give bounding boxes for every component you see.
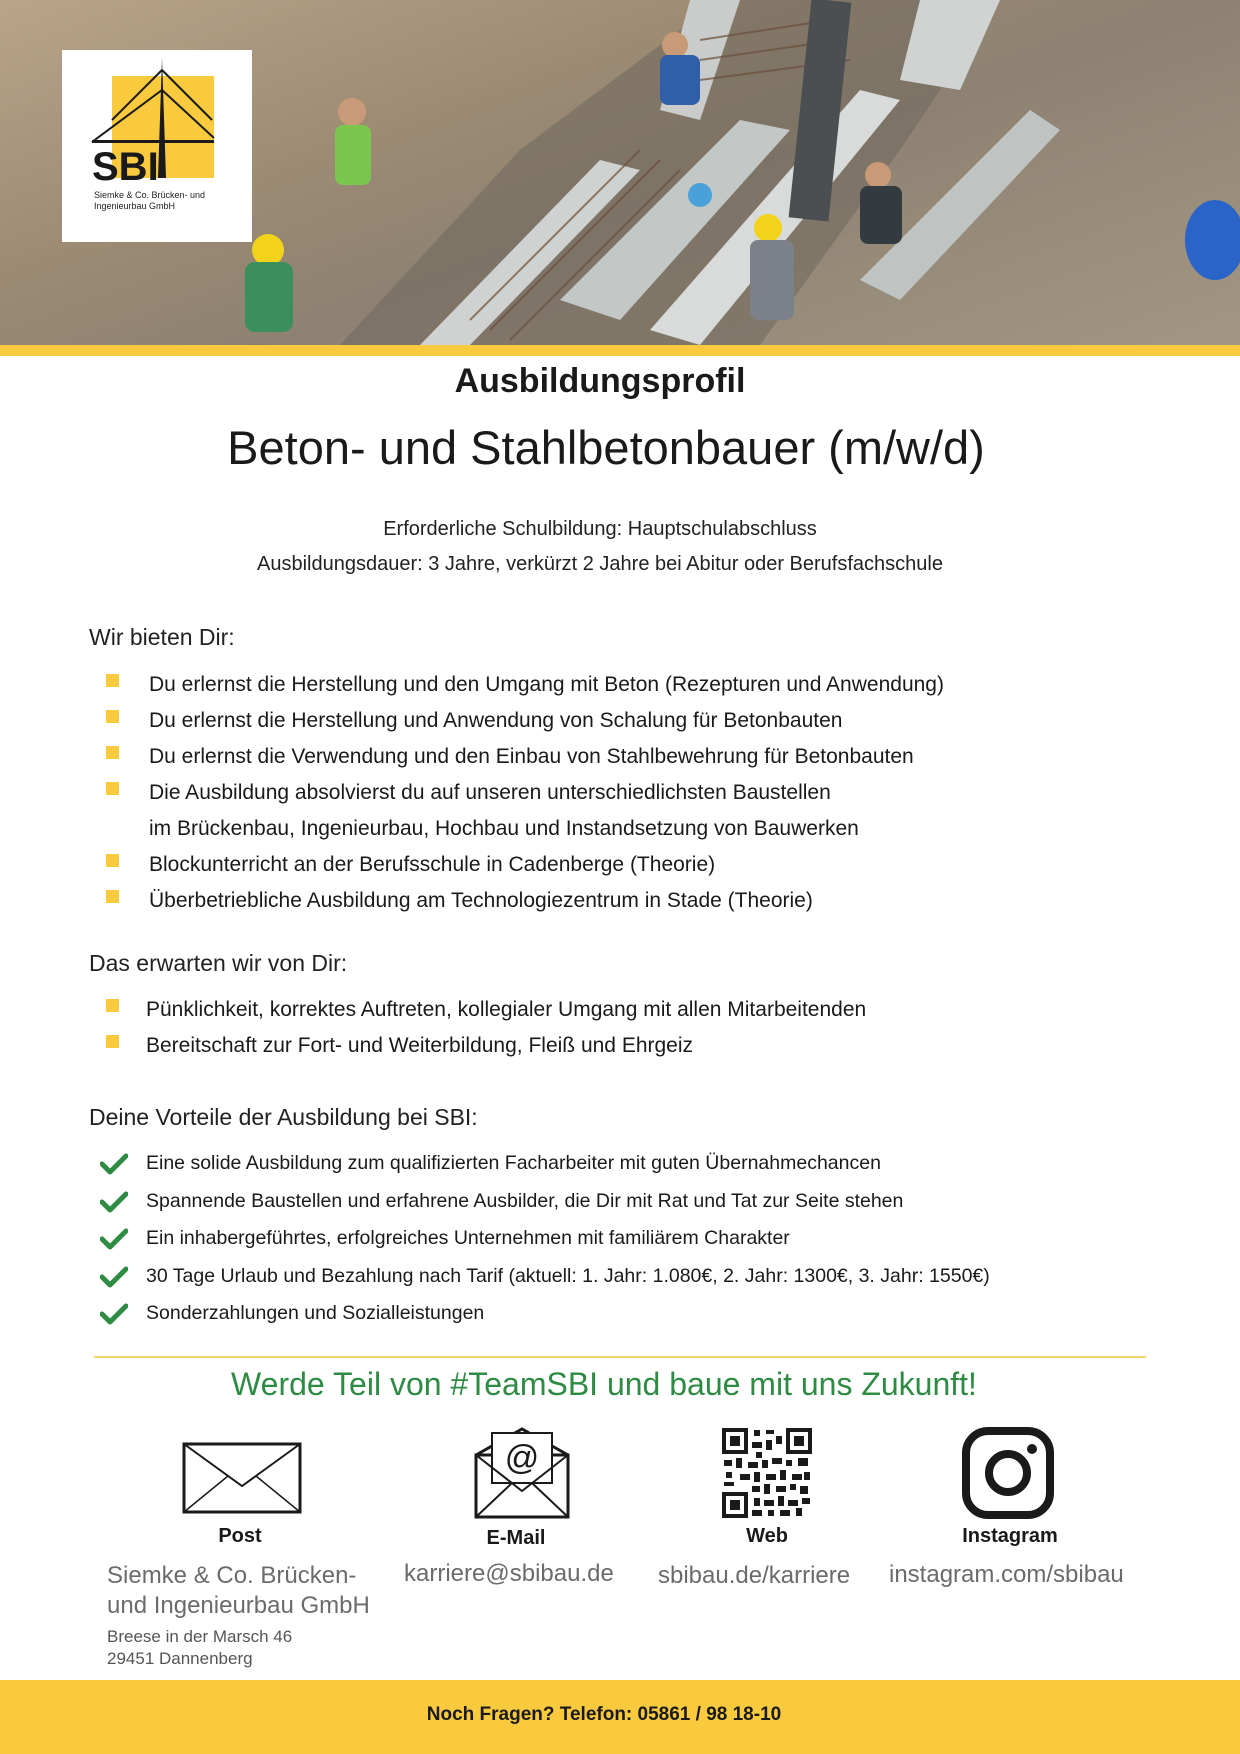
page-eyebrow: Ausbildungsprofil <box>454 362 746 400</box>
post-street-city: Breese in der Marsch 46 29451 Dannenberg <box>107 1627 293 1668</box>
training-facts <box>0 512 1200 582</box>
envelope-icon <box>182 1442 302 1514</box>
email-at-icon[interactable] <box>472 1425 572 1521</box>
checkmark-icon <box>100 1227 128 1251</box>
bullet-square-icon <box>106 999 119 1012</box>
bullet-square-icon <box>106 710 119 723</box>
list-item: Du erlernst die Herstellung und den Umgang mit Beton (Rezepturen und Anwendung) <box>100 667 944 703</box>
list-item: Bereitschaft zur Fort- und Weiterbildung, Fleiß und Ehrgeiz <box>100 1028 866 1064</box>
call-to-action: Werde Teil von #TeamSBI und baue mit uns Zukunft! <box>231 1366 977 1402</box>
checkmark-icon <box>100 1190 128 1214</box>
list-item: 30 Tage Urlaub und Bezahlung nach Tarif (aktuell: 1. Jahr: 1.080€, 2. Jahr: 1300€, 3. Jahr: 1550€) <box>100 1258 990 1296</box>
checkmark-icon <box>100 1152 128 1176</box>
benefits-heading: Deine Vorteile der Ausbildung bei SBI: <box>89 1104 478 1130</box>
expect-list <box>100 992 866 1064</box>
web-label: Web <box>746 1525 788 1547</box>
footer-phone[interactable]: Noch Fragen? Telefon: 05861 / 98 18-10 <box>426 1704 782 1725</box>
email-label: E-Mail <box>486 1527 546 1549</box>
bullet-square-icon <box>106 782 119 795</box>
bullet-square-icon <box>106 746 119 759</box>
post-address: Siemke & Co. Brücken- und Ingenieurbau GmbH <box>107 1562 370 1619</box>
bullet-square-icon <box>106 674 119 687</box>
offers-list <box>100 667 944 919</box>
page-title: Beton- und Stahlbetonbauer (m/w/d) <box>227 421 985 474</box>
expect-heading: Das erwarten wir von Dir: <box>89 950 348 976</box>
logo-subtitle: Siemke & Co. Brücken- und Ingenieurbau GmbH <box>94 190 206 211</box>
list-item: Die Ausbildung absolvierst du auf unseren unterschiedlichsten Baustellen im Brückenbau, Ingenieurbau, Hochbau und Instandsetzung von Bauwerken <box>100 775 944 847</box>
list-item: Eine solide Ausbildung zum qualifizierten Facharbeiter mit guten Übernahmechancen <box>100 1145 990 1183</box>
svg-text:SBI: SBI <box>92 145 159 189</box>
list-item: Du erlernst die Verwendung und den Einbau von Stahlbewehrung für Betonbauten <box>100 739 944 775</box>
training-duration: Ausbildungsdauer: 3 Jahre, verkürzt 2 Jahre bei Abitur oder Berufsfachschule <box>257 553 943 575</box>
post-label: Post <box>218 1525 262 1547</box>
svg-text:@: @ <box>504 1439 540 1477</box>
benefits-list <box>100 1145 990 1333</box>
list-item: Spannende Baustellen und erfahrene Ausbilder, die Dir mit Rat und Tat zur Seite stehen <box>100 1183 990 1221</box>
list-item: Blockunterricht an der Berufsschule in Cadenberge (Theorie) <box>100 847 944 883</box>
list-item: Du erlernst die Herstellung und Anwendung von Schalung für Betonbauten <box>100 703 944 739</box>
web-url[interactable]: sbibau.de/karriere <box>658 1562 851 1589</box>
company-logo <box>62 50 252 242</box>
list-item: Ein inhabergeführtes, erfolgreiches Unternehmen mit familiärem Charakter <box>100 1220 990 1258</box>
bullet-square-icon <box>106 854 119 867</box>
checkmark-icon <box>100 1265 128 1289</box>
list-item: Überbetriebliche Ausbildung am Technologiezentrum in Stade (Theorie) <box>100 883 944 919</box>
offers-heading: Wir bieten Dir: <box>89 624 235 650</box>
hero-yellow-band <box>0 345 1240 356</box>
bullet-square-icon <box>106 1035 119 1048</box>
bullet-square-icon <box>106 890 119 903</box>
instagram-icon[interactable] <box>962 1427 1054 1519</box>
instagram-label: Instagram <box>962 1525 1058 1547</box>
list-item: Pünklichkeit, korrektes Auftreten, kollegialer Umgang mit allen Mitarbeitenden <box>100 992 866 1028</box>
school-requirement: Erforderliche Schulbildung: Hauptschulabschluss <box>383 518 817 540</box>
list-item: Sonderzahlungen und Sozialleistungen <box>100 1295 990 1333</box>
checkmark-icon <box>100 1302 128 1326</box>
qr-code-icon[interactable] <box>722 1428 812 1518</box>
instagram-url[interactable]: instagram.com/sbibau <box>889 1561 1124 1588</box>
footer-bar <box>0 1680 1240 1754</box>
email-address[interactable]: karriere@sbibau.de <box>404 1560 614 1587</box>
hero-photo <box>0 0 1240 345</box>
divider <box>94 1356 1146 1358</box>
